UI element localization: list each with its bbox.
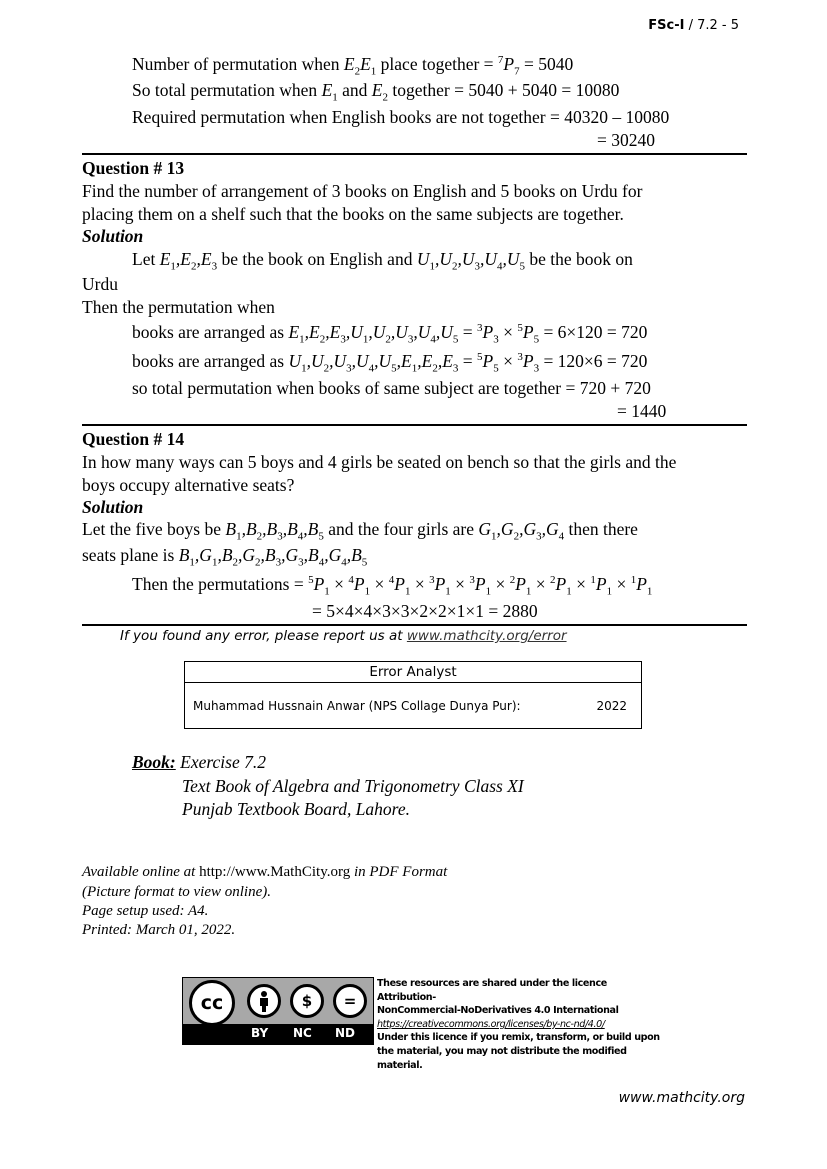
question-title: Question # 14 bbox=[82, 429, 185, 449]
cc-license-badge bbox=[182, 977, 374, 1045]
question-title: Question # 13 bbox=[82, 158, 185, 178]
book-label-line: Book: Exercise 7.2 bbox=[132, 752, 266, 772]
question-text: placing them on a shelf such that the books on the same subjects are together. bbox=[82, 204, 624, 224]
analyst-year: 2022 bbox=[596, 699, 627, 713]
footer-line: Printed: March 01, 2022. bbox=[82, 922, 236, 938]
question-text: boys occupy alternative seats? bbox=[82, 475, 295, 495]
text-line: Urdu bbox=[82, 274, 118, 294]
book-title: Text Book of Algebra and Trigonometry Class XI bbox=[182, 776, 524, 796]
text-line: Let $E_1,E_2,E_3$ be the book on English and $U_1,U_2,U_3,U_4,U_5$ be the book on bbox=[132, 249, 633, 273]
cc-icon: cc bbox=[189, 980, 235, 1026]
mathcity-url[interactable]: http://www.MathCity.org bbox=[199, 864, 351, 880]
footer-line: (Picture format to view online). bbox=[82, 884, 271, 900]
text-line: books are arranged as $E_1,E_2,E_3,U_1,U_2,U_3,U_4,U_5 = ^3P_3 \times ^5P_5 = 6\times 120 = 720$ bbox=[132, 322, 648, 346]
text-line: = 5×4×4×3×3×2×2×1×1 = 2880 bbox=[312, 601, 538, 621]
text-line: Number of permutation when $E_2E_1$ place together = $^7P_7 = 5040$ bbox=[132, 54, 574, 78]
text-line: so total permutation when books of same subject are together = 720 + 720 bbox=[132, 378, 651, 398]
attribution-icon bbox=[247, 984, 281, 1018]
question-text: In how many ways can 5 boys and 4 girls be seated on bench so that the girls and the bbox=[82, 452, 677, 472]
text-line: books are arranged as $U_1,U_2,U_3,U_4,U_5,E_1,E_2,E_3 = ^5P_5 \times ^3P_3 = 120\times 6 = 720$ bbox=[132, 351, 648, 375]
error-analyst-title: Error Analyst bbox=[185, 662, 641, 683]
noncommercial-icon: $ bbox=[290, 984, 324, 1018]
text-line: Required permutation when English books are not together = 40320 – 10080 bbox=[132, 107, 670, 127]
page-number: / 7.2 - 5 bbox=[688, 18, 739, 33]
license-link[interactable]: https://creativecommons.org/licenses/by-nc-nd/4.0/ bbox=[377, 1018, 605, 1030]
analyst-name: Muhammad Hussnain Anwar (NPS Collage Dunya Pur): bbox=[193, 699, 521, 713]
noderivatives-icon: = bbox=[333, 984, 367, 1018]
text-line: = 30240 bbox=[597, 130, 655, 150]
license-text: These resources are shared under the licence Attribution- NonCommercial-NoDerivatives 4.0 International https://creativecommons.org/licenses/by-nc-nd/4.0/ Under this licence if you remix, transform, or build upon the material, you may not distribute the modified material. bbox=[377, 978, 660, 1071]
error-analyst-box bbox=[184, 661, 642, 729]
error-report-link[interactable]: www.mathcity.org/error bbox=[406, 628, 567, 644]
divider bbox=[82, 424, 747, 426]
text-line: Then the permutation when bbox=[82, 297, 275, 317]
book-publisher: Punjab Textbook Board, Lahore. bbox=[182, 799, 410, 819]
brand: FSc-I bbox=[648, 18, 685, 33]
nc-label: NC bbox=[293, 1026, 312, 1040]
text-line: So total permutation when $E_1$ and $E_2$ together = 5040 + 5040 = 10080 bbox=[132, 80, 620, 104]
text-line: seats plane is $B_1,G_1,B_2,G_2,B_3,G_3,B_4,G_4,B_5$ bbox=[82, 545, 368, 569]
question-text: Find the number of arrangement of 3 books on English and 5 books on Urdu for bbox=[82, 181, 643, 201]
page-header bbox=[648, 18, 739, 33]
text-line: Let the five boys be $B_1,B_2,B_3,B_4,B_5$ and the four girls are $G_1,G_2,G_3,G_4$ then there bbox=[82, 519, 638, 543]
book-label: Book: bbox=[132, 752, 176, 772]
divider bbox=[82, 153, 747, 155]
text-line: Then the permutations = $^5P_1 \times ^4P_1 \times ^4P_1 \times ^3P_1 \times ^3P_1 \times ^2P_1 \times ^2P_1 \times ^1P_1 \times ^1P_1$ bbox=[132, 574, 653, 598]
availability-line: Available online at http://www.MathCity.org in PDF Format bbox=[82, 864, 448, 880]
solution-heading: Solution bbox=[82, 226, 144, 246]
error-notice: If you found any error, please report us at www.mathcity.org/error bbox=[120, 628, 567, 644]
divider bbox=[82, 624, 747, 626]
site-footer: www.mathcity.org bbox=[618, 1090, 745, 1106]
nd-label: ND bbox=[335, 1026, 356, 1040]
by-label: BY bbox=[251, 1026, 269, 1040]
footer-line: Page setup used: A4. bbox=[82, 903, 209, 919]
text-line: = 1440 bbox=[617, 401, 667, 421]
solution-heading: Solution bbox=[82, 497, 144, 517]
